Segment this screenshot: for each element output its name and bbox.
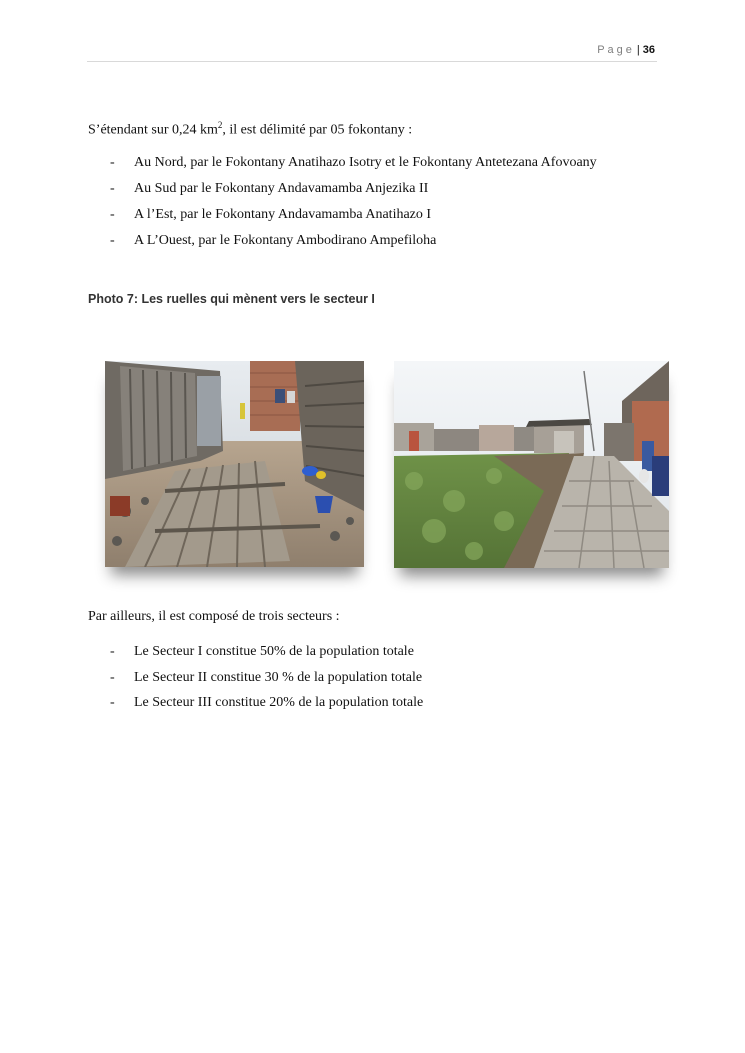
list-item-text: Le Secteur I constitue 50% de la population totale: [134, 644, 414, 659]
page-number-label: [597, 44, 655, 56]
list-item: [110, 233, 597, 259]
list-item: [110, 695, 423, 721]
list-dash: -: [110, 155, 115, 170]
list-dash: -: [110, 695, 115, 710]
intro-text-before: S’étendant sur 0,24 km: [88, 122, 218, 138]
sectors-intro: Par ailleurs, il est composé de trois secteurs :: [88, 609, 340, 624]
list-dash: -: [110, 644, 115, 659]
photo-caption: Photo 7: Les ruelles qui mènent vers le secteur I: [88, 292, 375, 306]
list-item-text: Au Nord, par le Fokontany Anatihazo Isotry et le Fokontany Antetezana Afovoany: [134, 155, 597, 170]
list-item-text: Au Sud par le Fokontany Andavamamba Anjezika II: [134, 181, 429, 196]
list-item: [110, 644, 423, 670]
page-separator: |: [636, 44, 640, 56]
intro-superscript: 2: [217, 120, 223, 130]
list-item: [110, 155, 597, 181]
sectors-list: [110, 644, 423, 721]
page-header: [87, 44, 657, 62]
list-item-text: A l’Est, par le Fokontany Andavamamba Anatihazo I: [134, 207, 432, 222]
list-item: [110, 181, 597, 207]
list-dash: -: [110, 207, 115, 222]
list-dash: -: [110, 181, 115, 196]
boundaries-list: [110, 155, 597, 259]
list-item-text: Le Secteur III constitue 20% de la population totale: [134, 695, 424, 710]
intro-text-after: , il est délimité par 05 fokontany :: [222, 122, 413, 138]
intro-paragraph: [88, 120, 412, 139]
list-item: [110, 207, 597, 233]
page-word: Page: [597, 44, 635, 56]
list-dash: -: [110, 233, 115, 248]
page-number: 36: [642, 44, 655, 56]
alley-photo-left: [105, 361, 364, 567]
list-item: [110, 670, 423, 696]
list-item-text: Le Secteur II constitue 30 % de la population totale: [134, 669, 423, 685]
alley-photo-right: [394, 361, 669, 568]
list-dash: -: [110, 669, 115, 685]
list-item-text: A L’Ouest, par le Fokontany Ambodirano Ampefiloha: [134, 233, 437, 248]
